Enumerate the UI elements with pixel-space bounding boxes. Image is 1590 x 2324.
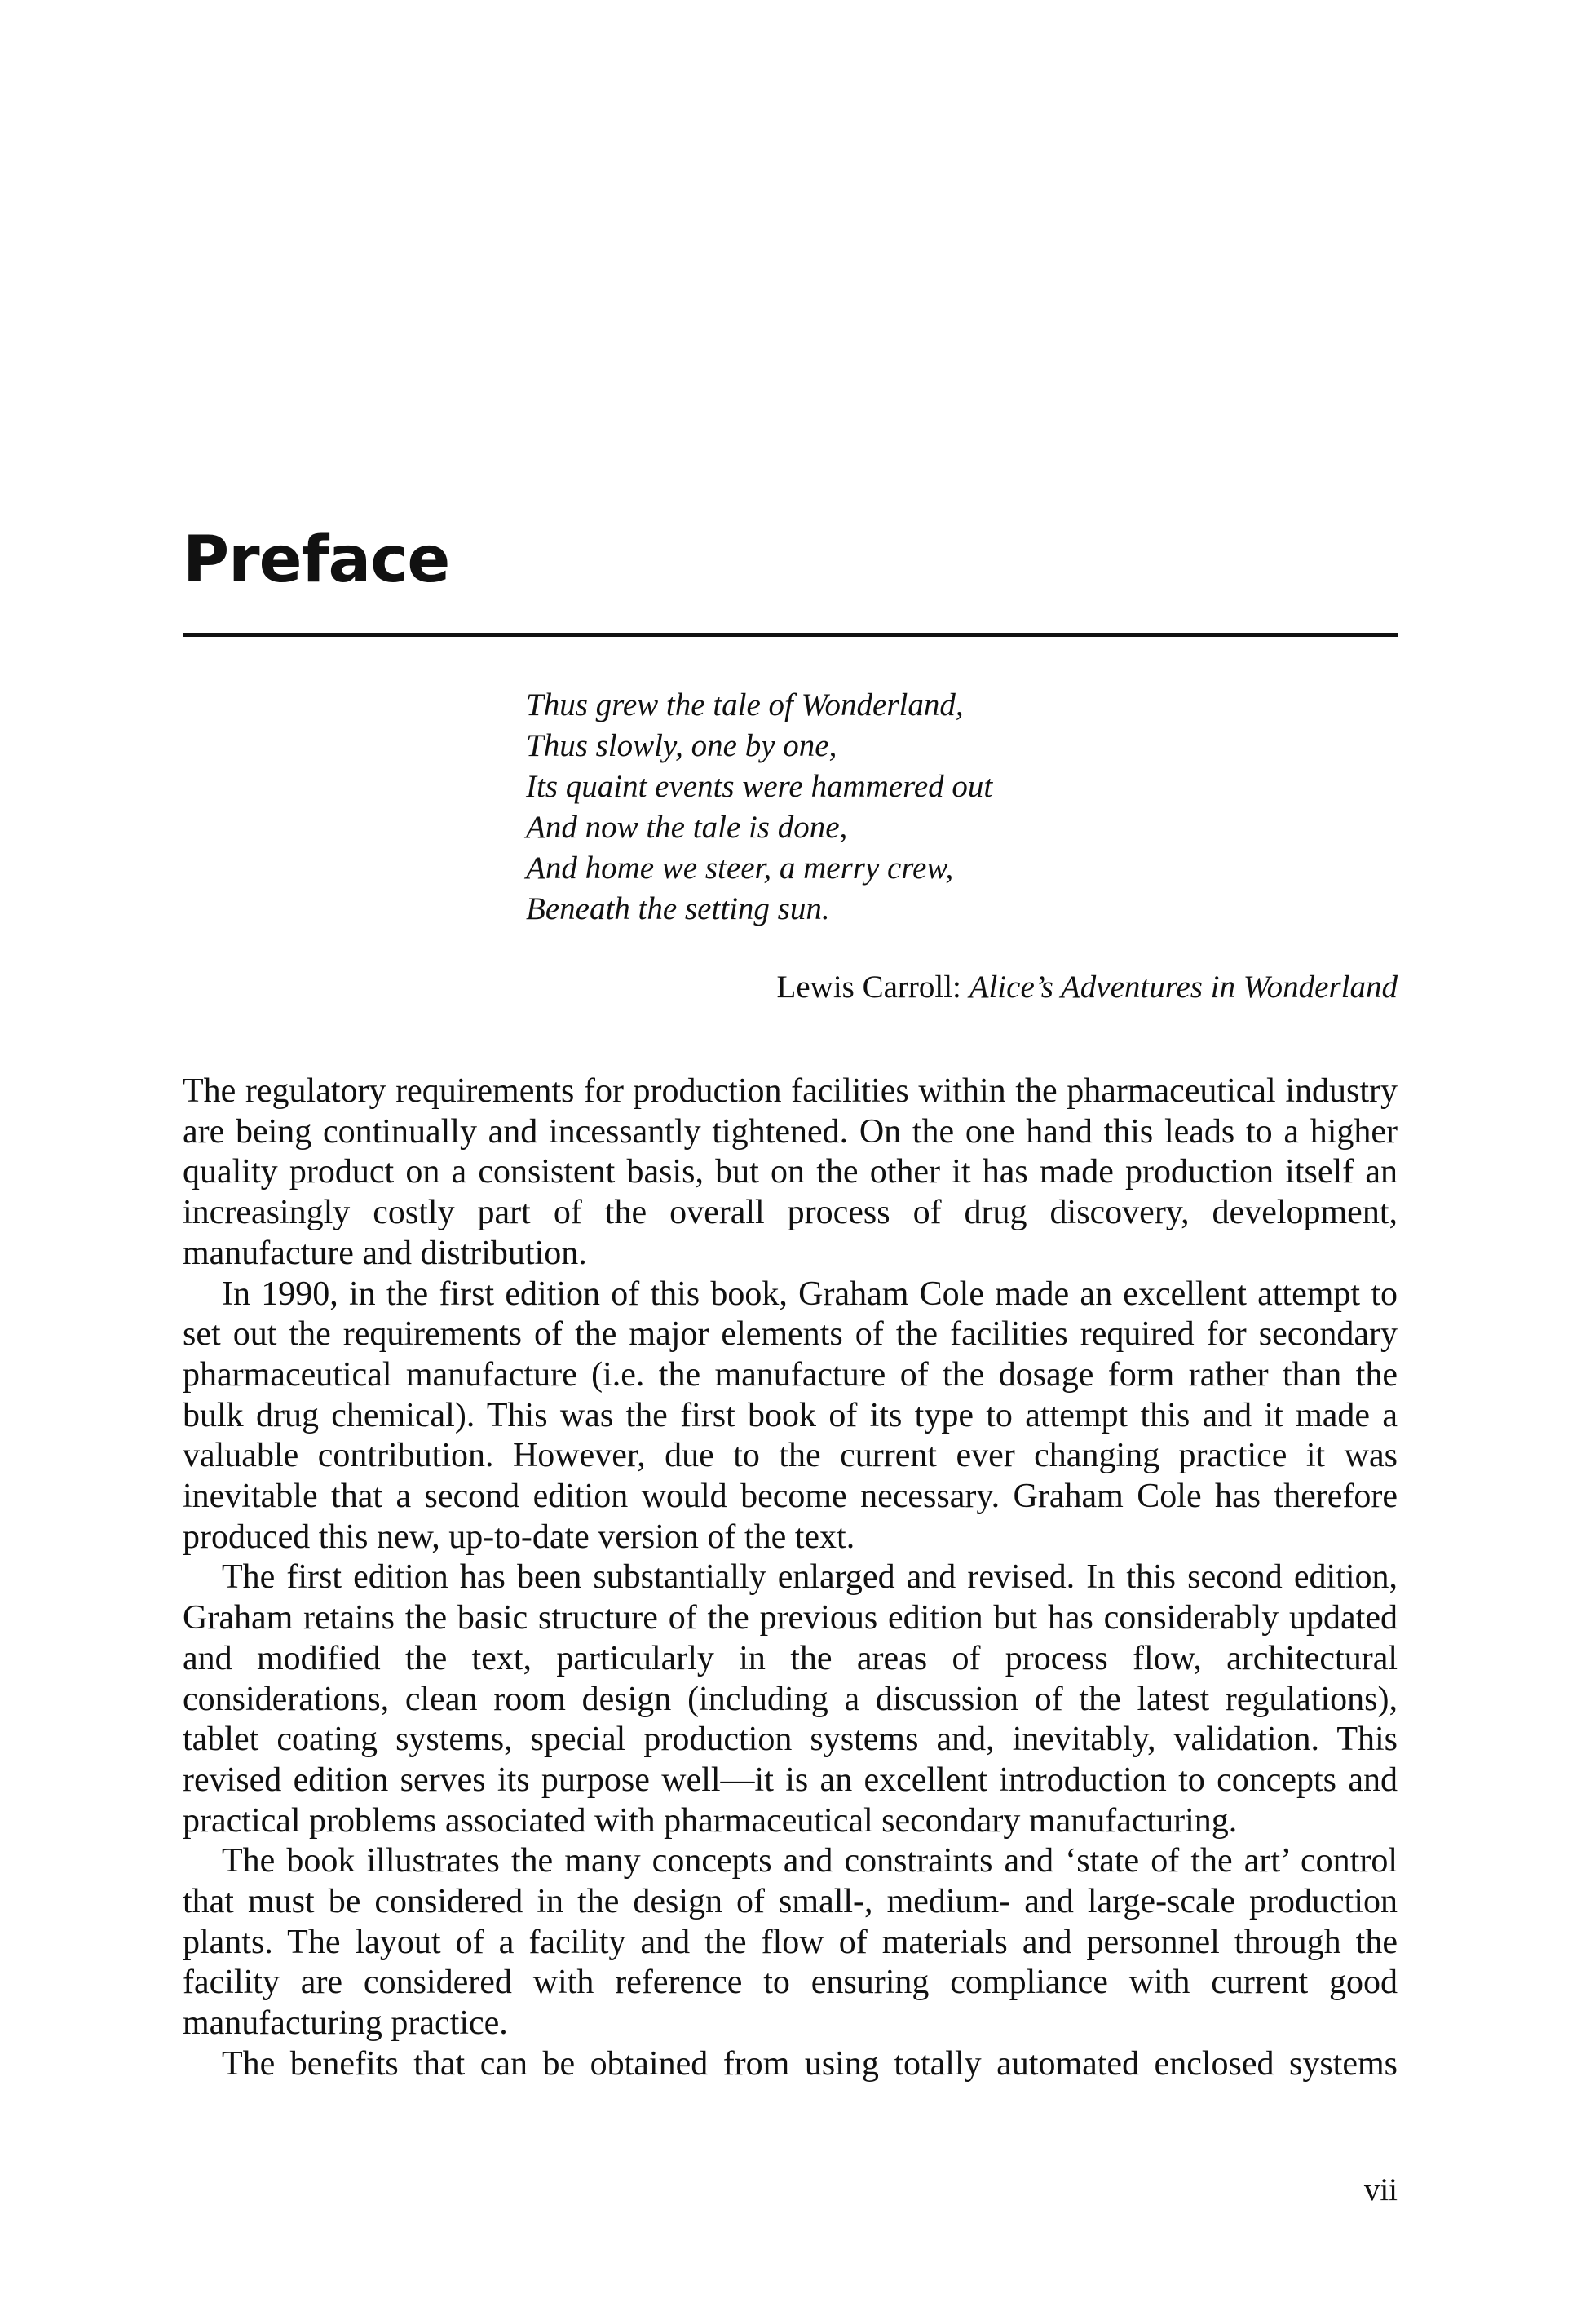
epigraph-line: And home we steer, a merry crew,	[526, 851, 954, 886]
epigraph-author: Lewis Carroll:	[776, 970, 961, 1005]
title-rule	[183, 633, 1398, 637]
page-number: vii	[1363, 2172, 1398, 2207]
body-paragraph: The book illustrates the many concepts and constraints and ‘state of the art’ control that must be considered in the design of small-, medium- and large-scale production plants. The layout of a facility and the flow of materials and personnel through the facility are considered with reference to ensuring compliance with current good manufacturing practice.	[183, 1842, 1398, 2043]
body-paragraph: The benefits that can be obtained from using totally automated enclosed systems	[222, 2044, 1398, 2083]
preface-body	[183, 1071, 1398, 2085]
body-paragraph: The first edition has been substantially enlarged and revised. In this second edition, Graham retains the basic structure of the previous edition but has considerably updated and modified the text, particularly in the areas of process flow, architectural considerations, clean room design (including a discussion of the latest regulations), tablet coating systems, special production systems and, inevitably, validation. This revised edition serves its purpose well—it is an excellent introduction to concepts and practical problems associated with pharmaceutical secondary manufacturing.	[183, 1558, 1398, 1840]
epigraph-line: Its quaint events were hammered out	[526, 769, 993, 804]
epigraph-line: Thus grew the tale of Wonderland,	[526, 687, 964, 722]
epigraph	[526, 685, 1398, 1008]
epigraph-line: Beneath the setting sun.	[526, 891, 830, 926]
body-paragraph: In 1990, in the first edition of this book, Graham Cole made an excellent attempt to set out the requirements of the major elements of the facilities required for secondary pharmaceutical manufacture (i.e. the manufacture of the dosage form rather than the bulk drug chemical). This was the first book of its type to attempt this and it made a valuable contribution. However, due to the current ever changing practice it was inevitable that a second edition would become necessary. Graham Cole has therefore produced this new, up-to-date version of the text.	[183, 1275, 1398, 1556]
epigraph-attribution	[526, 967, 1398, 1008]
body-paragraph: The regulatory requirements for production facilities within the pharmaceutical industry are being continually and incessantly tightened. On the one hand this leads to a higher quality product on a consistent basis, but on the other it has made production itself an increasingly costly part of the overall process of drug discovery, development, manufacture and distribution.	[183, 1072, 1398, 1272]
epigraph-line: Thus slowly, one by one,	[526, 728, 837, 763]
epigraph-work-title: Alice’s Adventures in Wonderland	[969, 970, 1398, 1005]
book-page	[183, 0, 1398, 2324]
chapter-title: Preface	[183, 524, 450, 597]
epigraph-line: And now the tale is done,	[526, 810, 848, 845]
